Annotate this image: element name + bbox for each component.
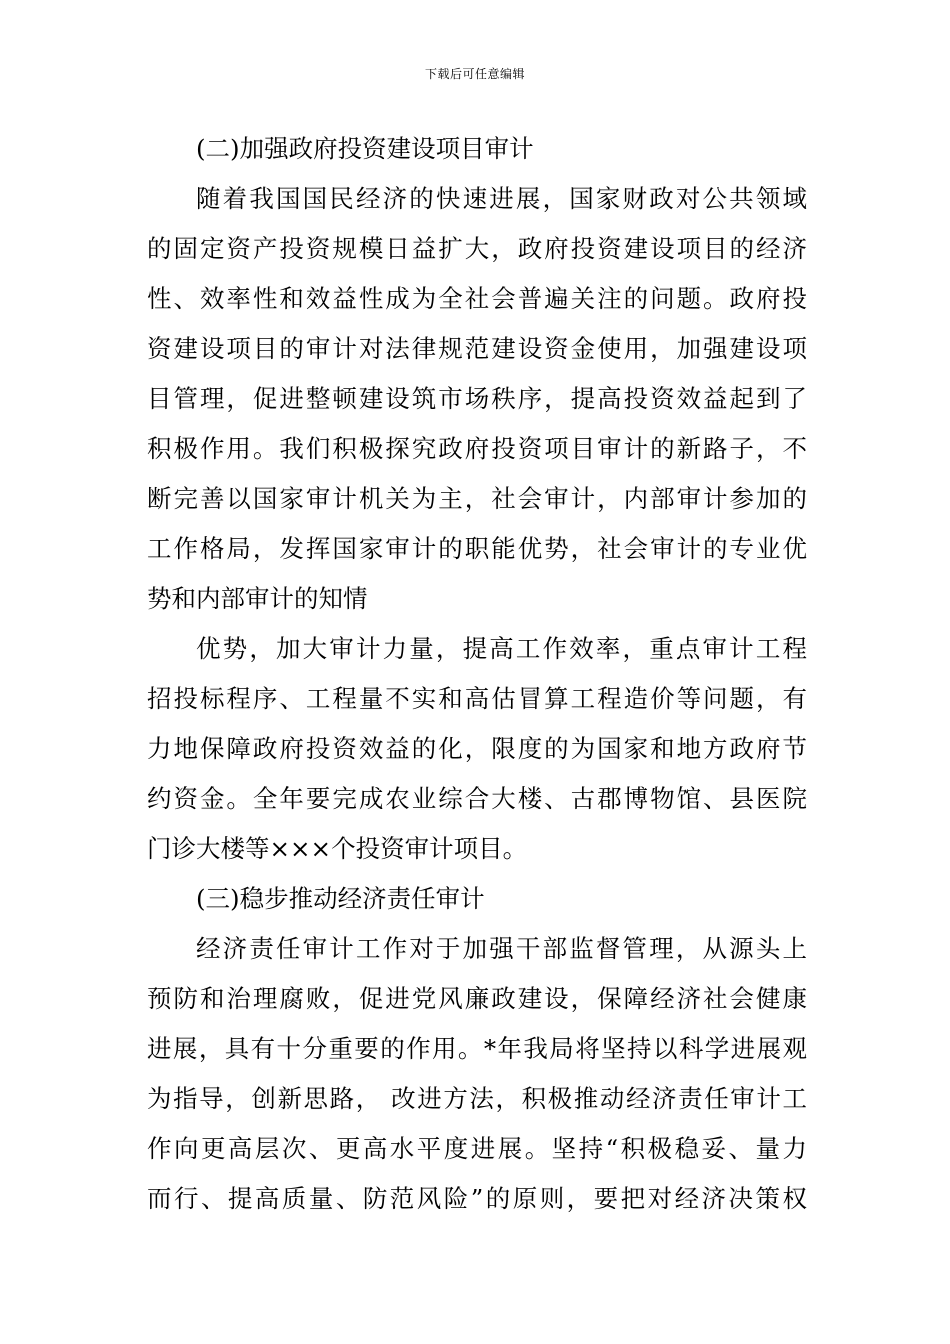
paragraph-investment-audit-2 xyxy=(147,624,807,874)
text-line: 目管理，促进整顿建设筑市场秩序，提高投资效益起到了 xyxy=(147,384,807,413)
text-line: 门诊大楼等×××个投资审计项目。 xyxy=(147,834,528,863)
section-heading-3: (三)稳步推动经济责任审计 xyxy=(196,884,485,913)
text-line: 预防和治理腐败，促进党风廉政建设，保障经济社会健康 xyxy=(147,984,807,1013)
text-line: 进展，具有十分重要的作用。*年我局将坚持以科学进展观 xyxy=(147,1034,807,1063)
text-line: 势和内部审计的知情 xyxy=(147,584,368,613)
text-line: 作向更高层次、更高水平度进展。坚持“积极稳妥、量力 xyxy=(147,1134,807,1163)
section-heading-2: (二)加强政府投资建设项目审计 xyxy=(196,134,534,163)
document-body xyxy=(147,124,807,1224)
text-line: 断完善以国家审计机关为主，社会审计，内部审计参加的 xyxy=(147,484,807,513)
text-line: 经济责任审计工作对于加强干部监督管理，从源头上 xyxy=(196,934,807,963)
text-line: 招投标程序、工程量不实和高估冒算工程造价等问题，有 xyxy=(147,684,807,713)
text-line: 力地保障政府投资效益的化，限度的为国家和地方政府节 xyxy=(147,734,807,763)
text-line: 而行、提高质量、防范风险”的原则，要把对经济决策权 xyxy=(147,1184,807,1213)
text-line: 积极作用。我们积极探究政府投资项目审计的新路子，不 xyxy=(147,434,807,463)
paragraph-economic-responsibility-audit xyxy=(147,924,807,1224)
text-line: 的固定资产投资规模日益扩大，政府投资建设项目的经济 xyxy=(147,234,807,263)
text-line: 工作格局，发挥国家审计的职能优势，社会审计的专业优 xyxy=(147,534,807,563)
page-header: 下载后可任意编辑 xyxy=(424,67,525,81)
text-line: 为指导，创新思路， 改进方法，积极推动经济责任审计工 xyxy=(147,1084,807,1113)
text-line: 性、效率性和效益性成为全社会普遍关注的问题。政府投 xyxy=(147,284,807,313)
text-line: 随着我国国民经济的快速进展，国家财政对公共领域 xyxy=(196,184,807,213)
paragraph-investment-audit-1 xyxy=(147,174,807,624)
text-line: 资建设项目的审计对法律规范建设资金使用，加强建设项 xyxy=(147,334,807,363)
text-line: 优势，加大审计力量，提高工作效率，重点审计工程 xyxy=(196,634,807,663)
text-line: 约资金。全年要完成农业综合大楼、古郡博物馆、县医院 xyxy=(147,784,807,813)
